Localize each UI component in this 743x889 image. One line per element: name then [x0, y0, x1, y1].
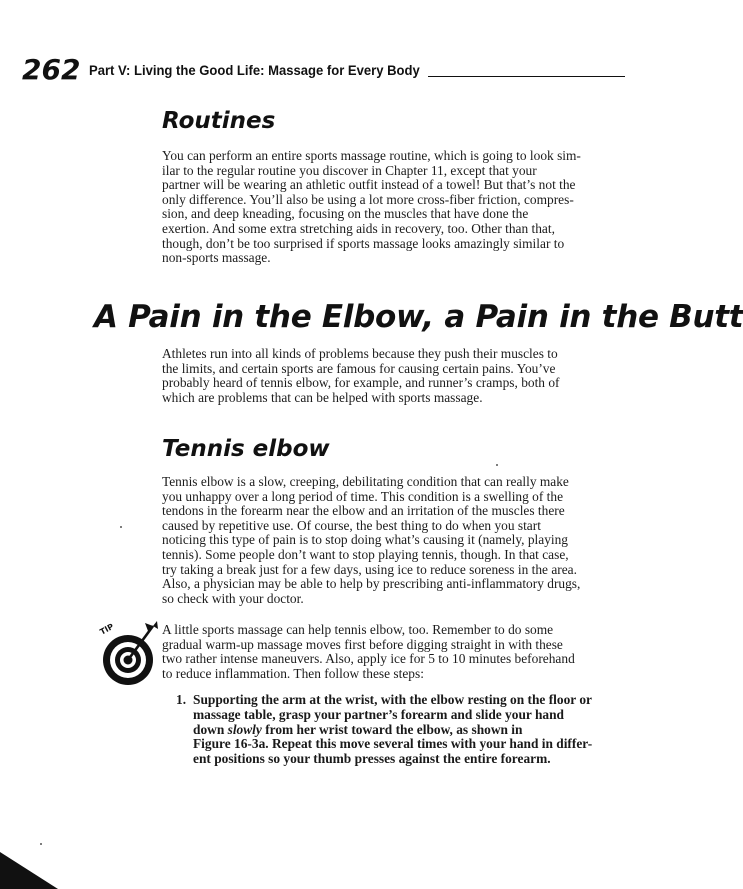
text-line: Tennis elbow is a slow, creeping, debilitating condition that can really make: [162, 474, 569, 489]
text-line: two rather intense maneuvers. Also, apply ice for 5 to 10 minutes beforehand: [162, 651, 575, 667]
text-line: A little sports massage can help tennis elbow, too. Remember to do some: [162, 622, 554, 637]
text-line: gradual warm-up massage moves first before digging straight in with these: [162, 636, 563, 652]
text-line: tendons in the forearm near the elbow and an irritation of the muscles there: [162, 503, 565, 519]
text-line: the limits, and certain sports are famous for causing certain pains. You’ve: [162, 360, 556, 376]
text-line: Athletes run into all kinds of problems because they push their muscles to: [162, 346, 558, 361]
text-line: try taking a break just for a few days, using ice to reduce soreness in the area.: [162, 561, 577, 577]
text-line: ent positions so your thumb presses against the entire forearm.: [193, 751, 551, 767]
paragraph-tip: [162, 623, 575, 681]
text-line: probably heard of tennis elbow, for example, and runner’s cramps, both of: [162, 375, 560, 391]
text-line: though, don’t be too surprised if sports massage looks amazingly similar to: [162, 235, 565, 251]
running-header: [22, 52, 612, 88]
text-line: noticing this type of pain is to stop doing what’s causing it (namely, playing: [162, 532, 569, 548]
text-line: which are problems that can be helped with sports massage.: [162, 389, 483, 405]
text-line: only difference. You’ll also be using a lot more cross-fiber friction, compres-: [162, 191, 574, 207]
heading-tennis-elbow: Tennis elbow: [162, 436, 330, 462]
text-line: Figure 16-3a. Repeat this move several times with your hand in differ-: [193, 736, 593, 752]
running-head-title: Part V: Living the Good Life: Massage for Every Body: [89, 63, 420, 79]
text-line: ilar to the regular routine you discover in Chapter 11, except that your: [162, 162, 537, 178]
text-line: partner will be wearing an athletic outfit instead of a towel! But that’s not the: [162, 177, 576, 193]
paragraph-routines: [162, 149, 581, 266]
text-line: Also, a physician may be able to help by prescribing anti-inflammatory drugs,: [162, 576, 581, 592]
step-number: 1.: [176, 692, 187, 707]
text-line: You can perform an entire sports massage routine, which is going to look sim-: [162, 148, 581, 163]
text-line: to reduce inflammation. Then follow these steps:: [162, 665, 424, 681]
page-corner-shadow: [0, 848, 60, 889]
heading-pain-section: A Pain in the Elbow, a Pain in the Butt: [94, 299, 743, 335]
text-line: caused by repetitive use. Of course, the best thing to do when you start: [162, 517, 541, 533]
page-number: 262: [22, 53, 81, 86]
text-line: sion, and deep kneading, focusing on the muscles that have done the: [162, 206, 529, 222]
text-line: exertion. And some extra stretching aids in recovery, too. Other than that,: [162, 220, 555, 236]
tip-target-icon: [98, 620, 159, 688]
emphasis-slowly: slowly: [227, 721, 262, 737]
tip-icon-label: TIP: [98, 621, 116, 637]
text-line: massage table, grasp your partner’s forearm and slide your hand: [193, 706, 564, 722]
text-line: Supporting the arm at the wrist, with the elbow resting on the floor or: [193, 692, 592, 707]
scan-speck: [120, 526, 122, 528]
header-rule: [428, 76, 625, 77]
text-line: you unhappy over a long period of time. This condition is a swelling of the: [162, 488, 564, 504]
heading-routines: Routines: [162, 108, 276, 134]
text-line: down slowly from her wrist toward the elbow, as shown in: [193, 721, 523, 737]
paragraph-athletes: [162, 347, 560, 405]
scan-speck: [496, 464, 498, 466]
text-line: so check with your doctor.: [162, 590, 304, 606]
paragraph-tennis-elbow: [162, 475, 580, 606]
scan-speck: [40, 843, 42, 845]
step-text: [193, 693, 592, 767]
text-line: tennis). Some people don’t want to stop playing tennis, though. In that case,: [162, 546, 569, 562]
text-line: non-sports massage.: [162, 250, 271, 266]
